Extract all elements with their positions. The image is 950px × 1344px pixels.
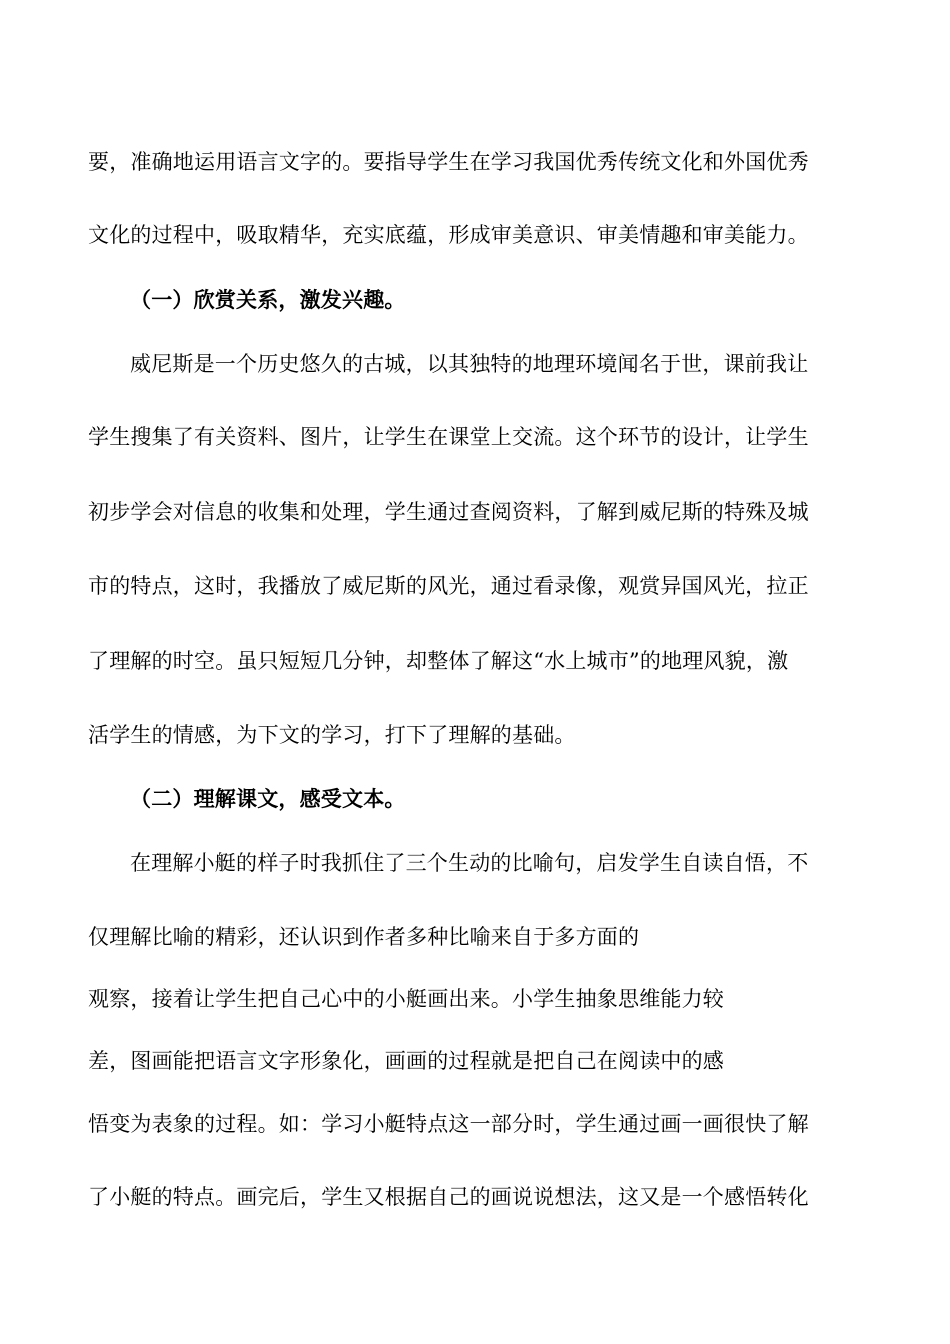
paragraph-line: 了小艇的特点。画完后，学生又根据自己的画说说想法，这又是一个感悟转化 bbox=[88, 1185, 809, 1209]
paragraph-line: 差，图画能把语言文字形象化，画画的过程就是把自己在阅读中的感 bbox=[88, 1049, 724, 1073]
paragraph-line: 初步学会对信息的收集和处理，学生通过查阅资料，了解到威尼斯的特殊及城 bbox=[88, 500, 809, 524]
paragraph-line: 观察，接着让学生把自己心中的小艇画出来。小学生抽象思维能力较 bbox=[88, 987, 724, 1011]
section-heading-2: （二）理解课文，感受文本。 bbox=[130, 786, 406, 811]
paragraph-line: 了理解的时空。虽只短短几分钟，却整体了解这“水上城市”的地理风貌，激 bbox=[88, 649, 789, 673]
paragraph-line: 市的特点，这时，我播放了威尼斯的风光，通过看录像，观赏异国风光，拉正 bbox=[88, 574, 809, 598]
paragraph-line: 仅理解比喻的精彩，还认识到作者多种比喻来自于多方面的 bbox=[88, 925, 640, 949]
paragraph-line: 悟变为表象的过程。如：学习小艇特点这一部分时，学生通过画一画很快了解 bbox=[88, 1112, 809, 1136]
paragraph-line: 威尼斯是一个历史悠久的古城，以其独特的地理环境闻名于世，课前我让 bbox=[130, 352, 809, 376]
section-heading-1: （一）欣赏关系，激发兴趣。 bbox=[130, 287, 406, 312]
paragraph-line: 要，准确地运用语言文字的。要指导学生在学习我国优秀传统文化和外国优秀 bbox=[88, 150, 809, 174]
paragraph-line: 活学生的情感，为下文的学习，打下了理解的基础。 bbox=[88, 723, 576, 747]
paragraph-line: 在理解小艇的样子时我抓住了三个生动的比喻句，启发学生自读自悟，不 bbox=[130, 851, 809, 875]
paragraph-line: 学生搜集了有关资料、图片，让学生在课堂上交流。这个环节的设计，让学生 bbox=[88, 425, 809, 449]
paragraph-line: 文化的过程中，吸取精华，充实底蕴，形成审美意识、审美情趣和审美能力。 bbox=[88, 223, 809, 247]
